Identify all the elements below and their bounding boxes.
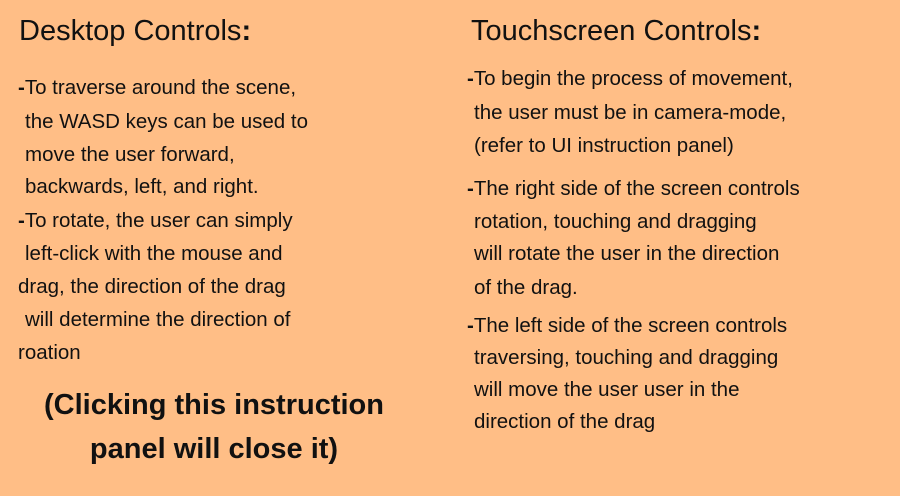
- desktop-instruction-1-line-3: move the user forward,: [25, 143, 235, 166]
- touch-instruction-3-line-3: will move the user user in the: [474, 378, 740, 401]
- desktop-controls-title: Desktop Controls:: [19, 15, 252, 47]
- desktop-instruction-2-line-1: -To rotate, the user can simply: [18, 209, 293, 232]
- touch-instruction-2-line-4: of the drag.: [474, 276, 578, 299]
- desktop-instruction-1-line-4: backwards, left, and right.: [25, 175, 259, 198]
- desktop-instruction-2-line-2: left-click with the mouse and: [25, 242, 283, 265]
- desktop-instruction-2-line-4: will determine the direction of: [25, 308, 291, 331]
- touch-instruction-1-line-1: -To begin the process of movement,: [467, 67, 793, 90]
- desktop-instruction-1-line-2: the WASD keys can be used to: [25, 110, 308, 133]
- desktop-instruction-2-line-3: drag, the direction of the drag: [18, 275, 286, 298]
- touch-instruction-2-line-3: will rotate the user in the direction: [474, 242, 780, 265]
- touch-instruction-3-line-1: -The left side of the screen controls: [467, 314, 788, 337]
- touch-instruction-1-line-3: (refer to UI instruction panel): [474, 134, 734, 157]
- touch-instruction-3-line-2: traversing, touching and dragging: [474, 346, 779, 369]
- desktop-instruction-2-line-5: roation: [18, 341, 81, 364]
- desktop-instruction-1-line-1: -To traverse around the scene,: [18, 76, 297, 99]
- touch-instruction-2-line-1: -The right side of the screen controls: [467, 177, 800, 200]
- close-panel-note-line-2: panel will close it): [89, 433, 339, 465]
- close-panel-note-line-1: (Clicking this instruction: [44, 389, 384, 421]
- touch-instruction-3-line-4: direction of the drag: [474, 410, 656, 433]
- touch-instruction-1-line-2: the user must be in camera-mode,: [474, 101, 787, 124]
- touch-instruction-2-line-2: rotation, touching and dragging: [474, 210, 757, 233]
- touchscreen-controls-title: Touchscreen Controls:: [471, 15, 762, 47]
